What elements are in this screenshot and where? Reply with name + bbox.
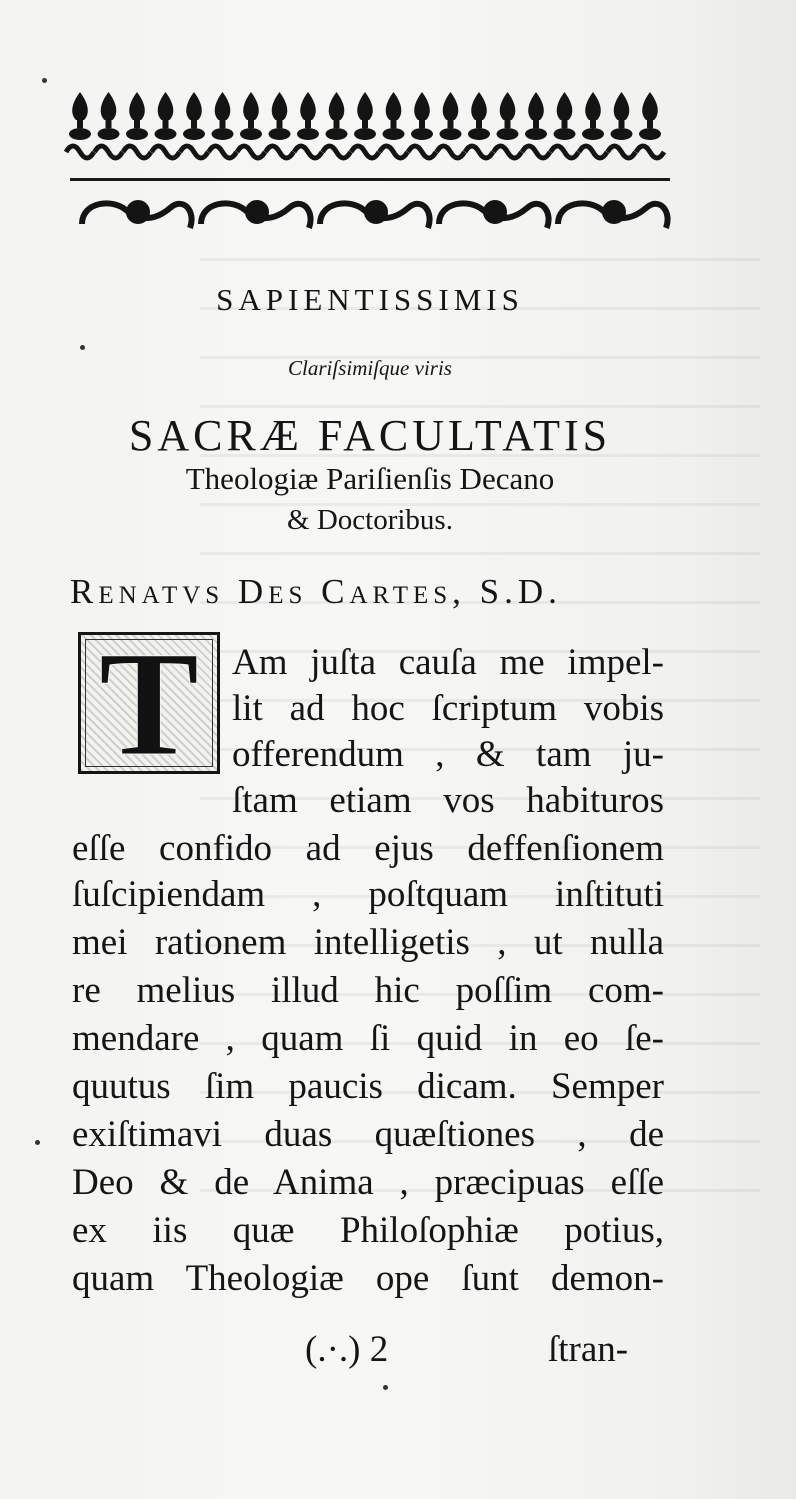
- address-line-5: & Doctoribus.: [287, 504, 453, 536]
- body-line: exiſtimavi duas quæſtiones , de: [72, 1114, 664, 1155]
- drop-cap: [78, 621, 220, 787]
- body-line: re melius illud hic poſſim com-: [72, 970, 664, 1011]
- ink-speck: [35, 1140, 40, 1145]
- body-line: eſſe confido ad ejus deffenſionem: [72, 828, 664, 869]
- body-line: ex iis quæ Philoſophiæ potius,: [72, 1210, 664, 1251]
- drop-cap-letter: T: [98, 621, 200, 787]
- body-line: quutus ſim paucis dicam. Semper: [72, 1066, 664, 1107]
- body-line: Am juſta cauſa me impel-: [232, 642, 664, 683]
- body-line: lit ad hoc ſcriptum vobis: [232, 688, 664, 729]
- body-line: quam Theologiæ ope ſunt demon-: [72, 1258, 664, 1299]
- author-salutation: Renatvs Des Cartes, S.D.: [70, 572, 562, 611]
- signature-mark: (.·.) 2: [305, 1329, 389, 1370]
- ink-speck: [80, 345, 85, 350]
- address-line-3: SACRÆ FACULTATIS: [128, 411, 612, 460]
- headpiece-ornament: [0, 90, 796, 170]
- body-line: Deo & de Anima , præcipuas eſſe: [72, 1162, 664, 1203]
- ink-speck: [383, 1385, 388, 1390]
- body-line: mei rationem intelligetis , ut nulla: [72, 922, 664, 963]
- ink-speck: [42, 78, 47, 83]
- catchword: ſtran-: [548, 1329, 629, 1370]
- scroll-ornament: [0, 188, 796, 238]
- body-line: offerendum , & tam ju-: [232, 734, 664, 775]
- address-line-2: Clariſsimiſque viris: [288, 356, 452, 380]
- body-line: ſtam etiam vos habituros: [232, 780, 664, 821]
- address-line-4: Theologiæ Pariſienſis Decano: [185, 461, 555, 496]
- body-line: mendare , quam ſi quid in eo ſe-: [72, 1018, 664, 1059]
- address-line-1: SAPIENTISSIMIS: [216, 282, 524, 317]
- headpiece-rule: [70, 178, 670, 181]
- body-line: ſuſcipiendam , poſtquam inſtituti: [72, 874, 664, 915]
